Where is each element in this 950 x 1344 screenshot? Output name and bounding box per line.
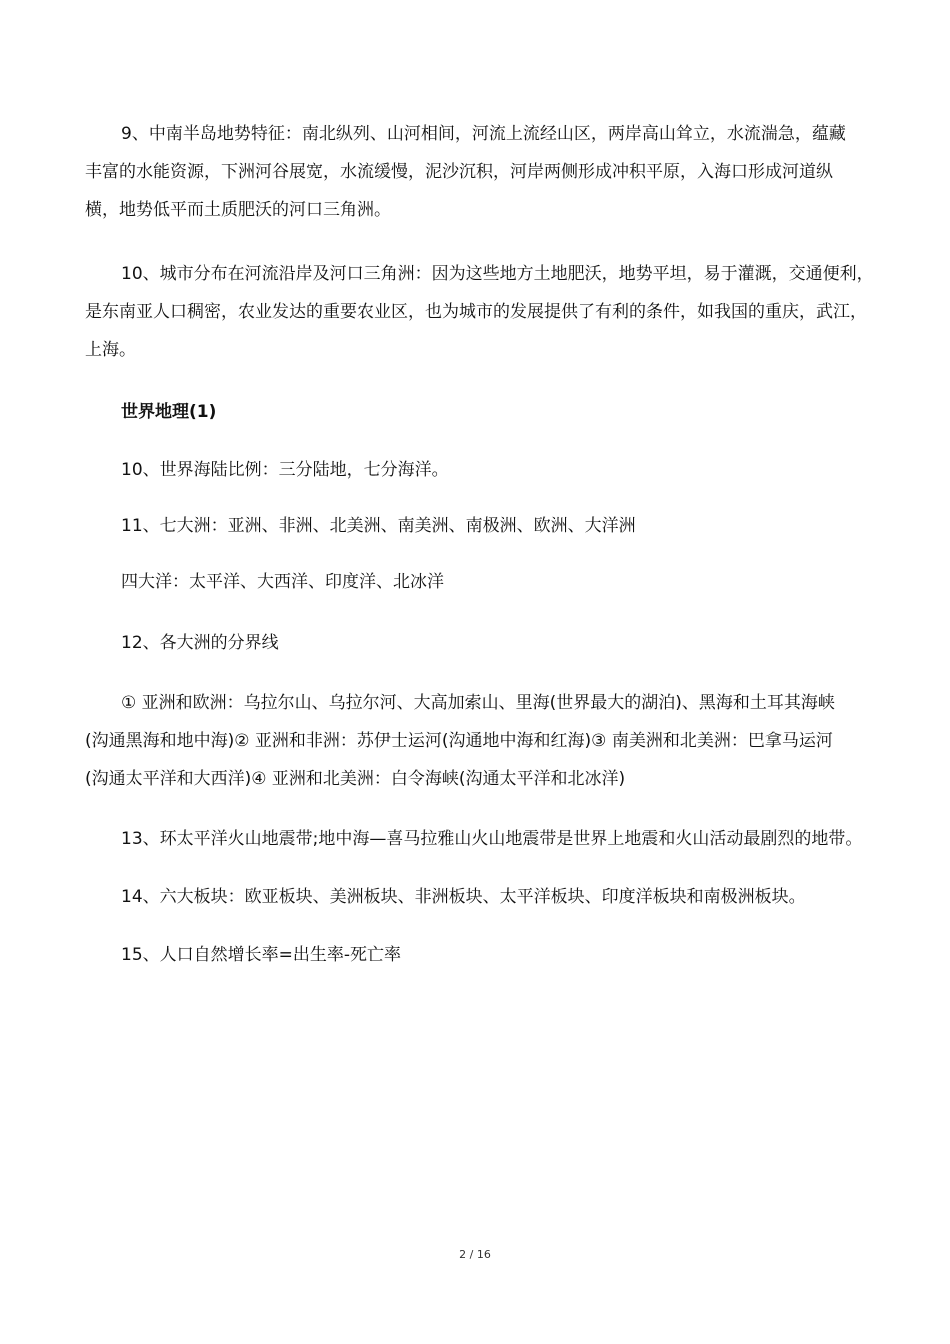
item-10-land-sea-ratio: 10、世界海陆比例：三分陆地，七分海洋。: [121, 460, 449, 480]
item-14-plates: 14、六大板块：欧亚板块、美洲板块、非洲板块、太平洋板块、印度洋板块和南极洲板块。: [121, 887, 806, 907]
section-heading: 世界地理(1): [121, 402, 217, 422]
page-number: 2 / 16: [459, 1248, 491, 1261]
paragraph-line: 10、城市分布在河流沿岸及河口三角洲：因为这些地方土地肥沃，地势平坦，易于灌溉，交通便利，: [121, 264, 874, 284]
item-12-boundaries: 12、各大洲的分界线: [121, 633, 279, 653]
paragraph-12-detail: [85, 684, 885, 798]
paragraph-9: [85, 115, 885, 229]
item-15-growth-rate: 15、人口自然增长率=出生率-死亡率: [121, 945, 402, 965]
paragraph-line: 丰富的水能资源，下洲河谷展宽，水流缓慢，泥沙沉积，河岸两侧形成冲积平原，入海口形成河道纵: [85, 162, 833, 182]
item-11-continents: 11、七大洲：亚洲、非洲、北美洲、南美洲、南极洲、欧洲、大洋洲: [121, 516, 636, 536]
paragraph-10-cities: [85, 255, 885, 369]
paragraph-line: 9、中南半岛地势特征：南北纵列、山河相间，河流上流经山区，两岸高山耸立，水流湍急，蕴藏: [121, 124, 846, 144]
item-four-oceans: 四大洋：太平洋、大西洋、印度洋、北冰洋: [121, 572, 444, 592]
paragraph-line: 横，地势低平而土质肥沃的河口三角洲。: [85, 200, 391, 220]
paragraph-line: 上海。: [85, 340, 136, 360]
paragraph-line: ① 亚洲和欧洲：乌拉尔山、乌拉尔河、大高加索山、里海(世界最大的湖泊)、黑海和土耳其海峡: [121, 693, 835, 713]
item-13-seismic-belts: 13、环太平洋火山地震带;地中海—喜马拉雅山火山地震带是世界上地震和火山活动最剧烈的地带。: [121, 829, 863, 849]
paragraph-line: (沟通太平洋和大西洋)④ 亚洲和北美洲：白令海峡(沟通太平洋和北冰洋): [85, 769, 626, 789]
paragraph-line: 是东南亚人口稠密，农业发达的重要农业区，也为城市的发展提供了有利的条件，如我国的重庆，武江，: [85, 302, 867, 322]
paragraph-line: (沟通黑海和地中海)② 亚洲和非洲：苏伊士运河(沟通地中海和红海)③ 南美洲和北美洲：巴拿马运河: [85, 731, 833, 751]
